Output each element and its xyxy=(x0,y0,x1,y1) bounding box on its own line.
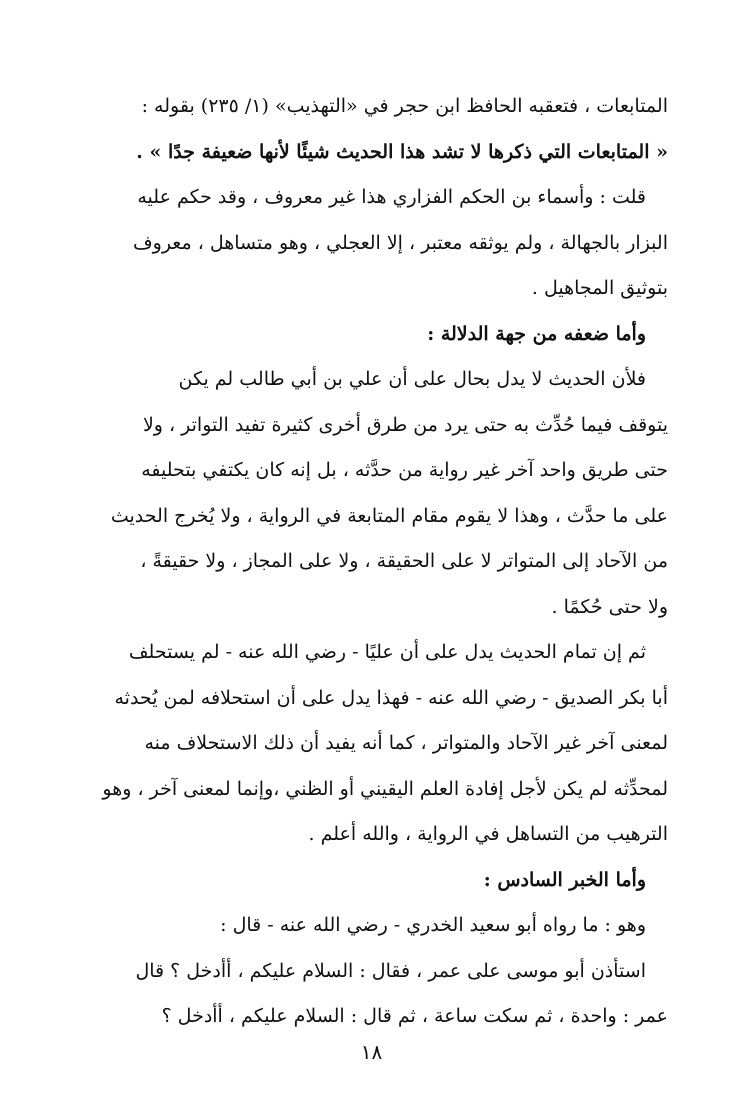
text-line: يتوقف فيما حُدِّث به حتى يرد من طرق أخرى كثيرة تفيد التواتر ، ولا xyxy=(142,413,668,436)
text-line: بتوثيق المجاهيل . xyxy=(531,277,668,299)
text-line: قلت : وأسماء بن الحكم الفزاري هذا غير معروف ، وقد حكم عليه xyxy=(137,186,646,208)
text-line: على ما حدَّث ، وهذا لا يقوم مقام المتابعة في الرواية ، ولا يُخرج الحديث xyxy=(110,504,668,527)
text-line: البزار بالجهالة ، ولم يوثقه معتبر ، إلا العجلي ، وهو متساهل ، معروف xyxy=(132,231,668,254)
text-line: المتابعات ، فتعقبه الحافظ ابن حجر في «التهذيب» (١/ ٢٣٥) بقوله : xyxy=(141,95,668,117)
text-line: أبا بكر الصديق - رضي الله عنه - فهذا يدل على أن استحلافه لمن يُحدثه xyxy=(114,686,668,709)
text-line: عمر : واحدة ، ثم سكت ساعة ، ثم قال : السلام عليكم ، أأدخل ؟ xyxy=(161,1005,668,1027)
text-line: وهو : ما رواه أبو سعيد الخدري - رضي الله عنه - قال : xyxy=(220,914,646,936)
heading-line: وأما الخبر السادس : xyxy=(483,868,646,891)
text-line: لمحدِّثه لم يكن لأجل إفادة العلم اليقيني أو الظني ،وإنما لمعنى آخر ، وهو xyxy=(102,777,668,800)
heading-line: وأما ضعفه من جهة الدلالة : xyxy=(427,322,646,345)
text-line: ثم إن تمام الحديث يدل على أن عليًا - رضي الله عنه - لم يستحلف xyxy=(128,641,646,663)
heading-line: « المتابعات التي ذكرها لا تشد هذا الحديث شيئًا لأنها ضعيفة جدًا » . xyxy=(136,140,668,163)
text-line: فلأن الحديث لا يدل بحال على أن علي بن أبي طالب لم يكن xyxy=(178,368,646,390)
page-number: ١٨ xyxy=(360,1040,383,1064)
page-body xyxy=(78,84,668,1040)
text-line: ولا حتى حُكمًا . xyxy=(551,595,668,618)
text-line: من الآحاد إلى المتواتر لا على الحقيقة ، ولا على المجاز ، ولا حقيقةً ، xyxy=(140,550,668,572)
text-line: حتى طريق واحد آخر غير رواية من حدَّثه ، بل إنه كان يكتفي بتحليفه xyxy=(141,459,668,481)
text-line: استأذن أبو موسى على عمر ، فقال : السلام عليكم ، أأدخل ؟ قال xyxy=(135,959,646,982)
text-line: لمعنى آخر غير الآحاد والمتواتر ، كما أنه يفيد أن ذلك الاستحلاف منه xyxy=(144,732,668,754)
text-line: الترهيب من التساهل في الرواية ، والله أعلم . xyxy=(308,823,668,845)
